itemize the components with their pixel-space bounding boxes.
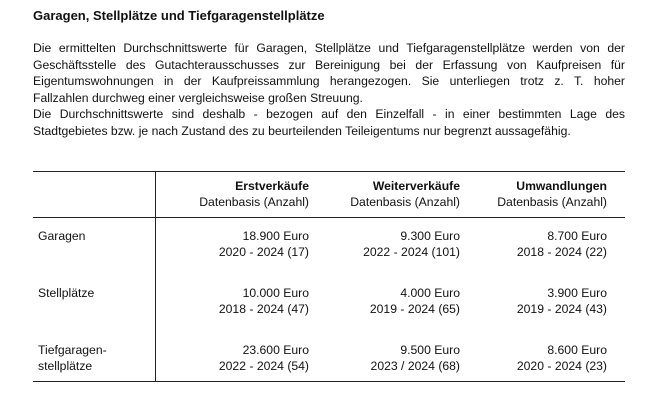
cell-basis: 2022 - 2024 (101) (363, 245, 460, 259)
column-header-umwandlungen (466, 178, 607, 210)
table-cell (315, 228, 460, 260)
cell-basis: 2023 / 2024 (68) (370, 359, 460, 373)
table-cell (466, 342, 607, 374)
row-label-tiefgaragenstellplaetze (38, 342, 107, 374)
column-subtitle: Datenbasis (Anzahl) (350, 195, 460, 209)
price-table (33, 171, 625, 382)
table-cell (315, 342, 460, 374)
column-header-weiterverkaeufe (315, 178, 460, 210)
table-cell (163, 342, 309, 374)
cell-basis: 2018 - 2024 (22) (516, 245, 607, 259)
column-title: Weiterverkäufe (372, 179, 460, 193)
cell-value: 8.700 Euro (547, 229, 607, 243)
cell-basis: 2019 - 2024 (65) (369, 302, 460, 316)
paragraph-line: Geschäftsstelle des Gutachterausschusses zur Bereinigung bei der Erfassung von Kaufpreisen für (33, 57, 625, 72)
paragraph-line: Eigentumswohnungen in der Kaufpreissammlung herangezogen. Sie unterliegen trotz z. T. hoher (33, 74, 625, 88)
paragraph-line: Stadtgebietes bzw. je nach Zustand des zu beurteilenden Teileigentums nur begrenzt aussagefähig. (33, 123, 571, 138)
column-title: Umwandlungen (516, 179, 607, 193)
intro-paragraph (33, 40, 625, 139)
cell-basis: 2020 - 2024 (23) (516, 359, 607, 373)
column-header-erstverkaeufe (163, 178, 309, 210)
table-cell (163, 285, 309, 317)
cell-value: 3.900 Euro (547, 286, 607, 300)
cell-basis: 2022 - 2024 (54) (218, 359, 309, 373)
cell-value: 9.500 Euro (400, 343, 460, 357)
paragraph-line: Die Durchschnittswerte sind deshalb - bezogen auf den Einzelfall - in einer bestimmten Lage des (33, 107, 625, 121)
cell-value: 9.300 Euro (400, 229, 460, 243)
table-cell (315, 285, 460, 317)
cell-value: 8.600 Euro (547, 343, 607, 357)
cell-value: 18.900 Euro (242, 229, 309, 243)
row-label-stellplaetze (38, 285, 94, 301)
cell-value: 10.000 Euro (242, 286, 309, 300)
table-cell (466, 228, 607, 260)
row-label-text: Garagen (38, 229, 86, 243)
row-label-text: Stellplätze (38, 286, 95, 300)
table-column-divider (155, 172, 156, 381)
section-title: Garagen, Stellplätze und Tiefgaragenstellplätze (33, 8, 325, 23)
table-cell (466, 285, 607, 317)
row-label-garagen (38, 228, 85, 244)
column-subtitle: Datenbasis (Anzahl) (199, 195, 309, 209)
row-label-text: stellplätze (38, 359, 93, 373)
paragraph-line: Die ermittelten Durchschnittswerte für Garagen, Stellplätze und Tiefgaragenstellplätze werden von der (33, 41, 625, 55)
table-cell (163, 228, 309, 260)
cell-value: 23.600 Euro (242, 343, 309, 357)
row-label-text: Tiefgaragen- (38, 343, 107, 357)
paragraph-line: Fallzahlen durchweg einer vergleichsweise großen Streuung. (33, 90, 363, 105)
column-subtitle: Datenbasis (Anzahl) (497, 195, 607, 209)
cell-basis: 2020 - 2024 (17) (218, 245, 309, 259)
cell-basis: 2019 - 2024 (43) (516, 302, 607, 316)
table-header-divider (33, 217, 625, 218)
cell-basis: 2018 - 2024 (47) (218, 302, 309, 316)
cell-value: 4.000 Euro (400, 286, 460, 300)
column-title: Erstverkäufe (235, 179, 309, 193)
